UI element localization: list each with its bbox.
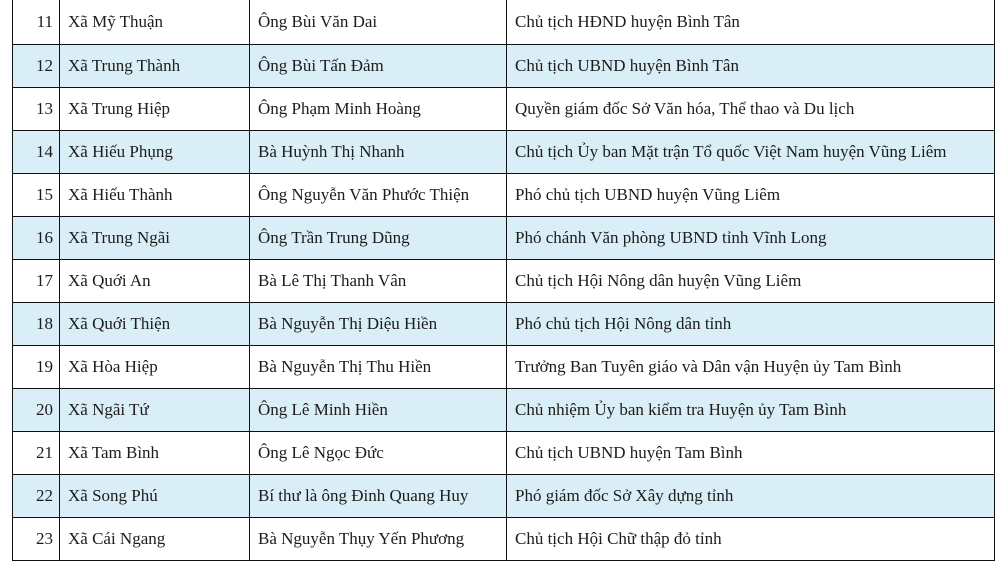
row-number: 11 [13, 0, 60, 44]
person-role: Trưởng Ban Tuyên giáo và Dân vận Huyện ủy Tam Bình [507, 345, 995, 388]
person-name: Ông Nguyễn Văn Phước Thiện [250, 173, 507, 216]
person-name: Ông Lê Ngọc Đức [250, 431, 507, 474]
table-row [13, 302, 995, 345]
person-role: Chủ tịch UBND huyện Tam Bình [507, 431, 995, 474]
row-number: 16 [13, 216, 60, 259]
person-role: Quyền giám đốc Sở Văn hóa, Thể thao và Du lịch [507, 87, 995, 130]
commune-roster-table [12, 0, 995, 561]
person-role: Chủ tịch Hội Chữ thập đỏ tỉnh [507, 517, 995, 560]
commune-name: Xã Tam Bình [60, 431, 250, 474]
row-number: 22 [13, 474, 60, 517]
person-name: Bà Huỳnh Thị Nhanh [250, 130, 507, 173]
commune-name: Xã Mỹ Thuận [60, 0, 250, 44]
row-number: 17 [13, 259, 60, 302]
row-number: 18 [13, 302, 60, 345]
table-row [13, 0, 995, 44]
commune-name: Xã Trung Ngãi [60, 216, 250, 259]
person-name: Ông Bùi Tấn Đảm [250, 44, 507, 87]
table-row [13, 474, 995, 517]
table-row [13, 87, 995, 130]
person-role: Chủ tịch HĐND huyện Bình Tân [507, 0, 995, 44]
commune-name: Xã Quới An [60, 259, 250, 302]
person-name: Ông Trần Trung Dũng [250, 216, 507, 259]
table-row [13, 44, 995, 87]
person-name: Bà Nguyễn Thị Diệu Hiền [250, 302, 507, 345]
person-name: Bà Nguyễn Thị Thu Hiền [250, 345, 507, 388]
person-name: Bà Lê Thị Thanh Vân [250, 259, 507, 302]
person-role: Phó giám đốc Sở Xây dựng tỉnh [507, 474, 995, 517]
person-role: Chủ tịch UBND huyện Bình Tân [507, 44, 995, 87]
table-row [13, 130, 995, 173]
commune-name: Xã Hiếu Thành [60, 173, 250, 216]
table-row [13, 431, 995, 474]
table-row [13, 216, 995, 259]
row-number: 21 [13, 431, 60, 474]
row-number: 19 [13, 345, 60, 388]
person-role: Phó chủ tịch UBND huyện Vũng Liêm [507, 173, 995, 216]
commune-name: Xã Ngãi Tứ [60, 388, 250, 431]
commune-name: Xã Song Phú [60, 474, 250, 517]
row-number: 15 [13, 173, 60, 216]
person-name: Ông Phạm Minh Hoàng [250, 87, 507, 130]
person-name: Ông Bùi Văn Dai [250, 0, 507, 44]
commune-name: Xã Trung Thành [60, 44, 250, 87]
table-row [13, 345, 995, 388]
commune-name: Xã Quới Thiện [60, 302, 250, 345]
table-row [13, 173, 995, 216]
person-role: Phó chủ tịch Hội Nông dân tỉnh [507, 302, 995, 345]
row-number: 23 [13, 517, 60, 560]
commune-name: Xã Cái Ngang [60, 517, 250, 560]
row-number: 20 [13, 388, 60, 431]
row-number: 14 [13, 130, 60, 173]
table-row [13, 517, 995, 560]
person-role: Phó chánh Văn phòng UBND tỉnh Vĩnh Long [507, 216, 995, 259]
table-row [13, 388, 995, 431]
person-role: Chủ nhiệm Ủy ban kiểm tra Huyện ủy Tam Bình [507, 388, 995, 431]
commune-name: Xã Trung Hiệp [60, 87, 250, 130]
person-role: Chủ tịch Ủy ban Mặt trận Tổ quốc Việt Nam huyện Vũng Liêm [507, 130, 995, 173]
person-role: Chủ tịch Hội Nông dân huyện Vũng Liêm [507, 259, 995, 302]
commune-name: Xã Hiếu Phụng [60, 130, 250, 173]
row-number: 13 [13, 87, 60, 130]
commune-name: Xã Hòa Hiệp [60, 345, 250, 388]
table-row [13, 259, 995, 302]
person-name: Bí thư là ông Đinh Quang Huy [250, 474, 507, 517]
person-name: Ông Lê Minh Hiền [250, 388, 507, 431]
row-number: 12 [13, 44, 60, 87]
person-name: Bà Nguyễn Thụy Yến Phương [250, 517, 507, 560]
